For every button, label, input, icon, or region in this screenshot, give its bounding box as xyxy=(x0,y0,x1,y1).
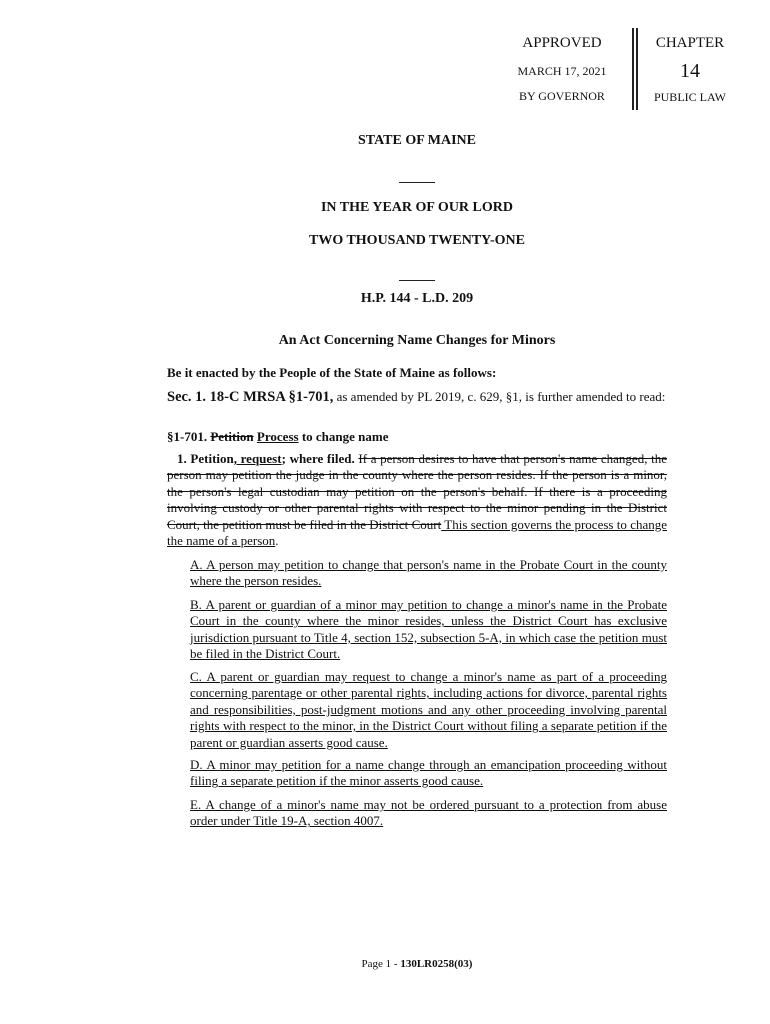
subsection-1-heading-rest: ; where filed. xyxy=(281,451,359,466)
section-1-amend-text: as amended by PL 2019, c. 629, §1, is further amended to read: xyxy=(333,389,666,404)
by-governor-label: BY GOVERNOR xyxy=(519,89,605,103)
paragraph-c: C. A parent or guardian may request to change a minor's name as part of a proceeding concerning parentage or other parental rights, including actions for divorce, parental rights and responsibilities, post-judgment motions and any other proceeding involving parental rights with respect to the minor, in the District Court without filing a separate petition if the parent or guardian asserts good cause. xyxy=(190,669,667,750)
subsection-1 xyxy=(167,451,667,549)
page-footer xyxy=(0,958,770,970)
act-title: An Act Concerning Name Changes for Minors xyxy=(278,333,556,348)
year-line-1: IN THE YEAR OF OUR LORD xyxy=(320,200,513,215)
paragraph-e: E. A change of a minor's name may not be ordered pursuant to a protection from abuse order under Title 19-A, section 4007. xyxy=(190,797,667,829)
approved-label: APPROVED xyxy=(522,35,602,51)
paragraph-d: D. A minor may petition for a name change through an emancipation proceeding without filing a separate petition if the minor asserts good cause. xyxy=(190,757,667,789)
chapter-number: 14 xyxy=(680,60,700,82)
year-line-2: TWO THOUSAND TWENTY-ONE xyxy=(308,233,525,248)
section-heading-struck: Petition xyxy=(210,429,254,444)
section-1-citation: Sec. 1. 18-C MRSA §1-701, xyxy=(167,389,334,405)
page-number-label: Page 1 - xyxy=(361,958,401,970)
chapter-label: CHAPTER xyxy=(655,35,725,51)
subsection-1-number: 1. Petition xyxy=(177,451,234,466)
title-rule-1 xyxy=(399,182,435,183)
section-heading xyxy=(167,429,667,445)
enacting-clause: Be it enacted by the People of the State of Maine as follows: xyxy=(167,365,497,380)
section-heading-inserted: Process xyxy=(256,429,299,444)
subsection-1-end: . xyxy=(275,533,279,549)
section-heading-rest: to change name xyxy=(298,429,389,444)
document-code: 130LR0258(03) xyxy=(400,958,473,970)
approval-date: MARCH 17, 2021 xyxy=(517,64,607,78)
subsection-1-inserted-text: This section governs the process to change the name of a person xyxy=(167,516,667,549)
state-title: STATE OF MAINE xyxy=(358,133,476,148)
section-1-intro xyxy=(167,389,667,405)
subsection-1-inserted-heading: , request xyxy=(233,451,282,466)
bill-numbers: H.P. 144 - L.D. 209 xyxy=(360,291,474,306)
subsection-1-struck-text: If a person desires to have that person's name changed, the person may petition the judge in the county where the person resides. If the person is a minor, the person's legal custodian may petition on the person's behalf. If there is a proceeding involving custody or other parental rights with respect to the minor pending in the District Court, the petition must be filed in the District Court xyxy=(167,451,667,532)
law-type: PUBLIC LAW xyxy=(653,90,727,104)
title-rule-2 xyxy=(399,280,435,281)
paragraph-a: A. A person may petition to change that person's name in the Probate Court in the county where the person resides. xyxy=(190,557,667,589)
paragraph-b: B. A parent or guardian of a minor may petition to change a minor's name in the Probate Court in the county where the minor resides, unless the District Court has exclusive jurisdiction pursuant to Title 4, section 152, subsection 5-A, in which case the petition must be filed in the District Court. xyxy=(190,597,667,662)
section-heading-number: §1-701. xyxy=(167,429,211,444)
